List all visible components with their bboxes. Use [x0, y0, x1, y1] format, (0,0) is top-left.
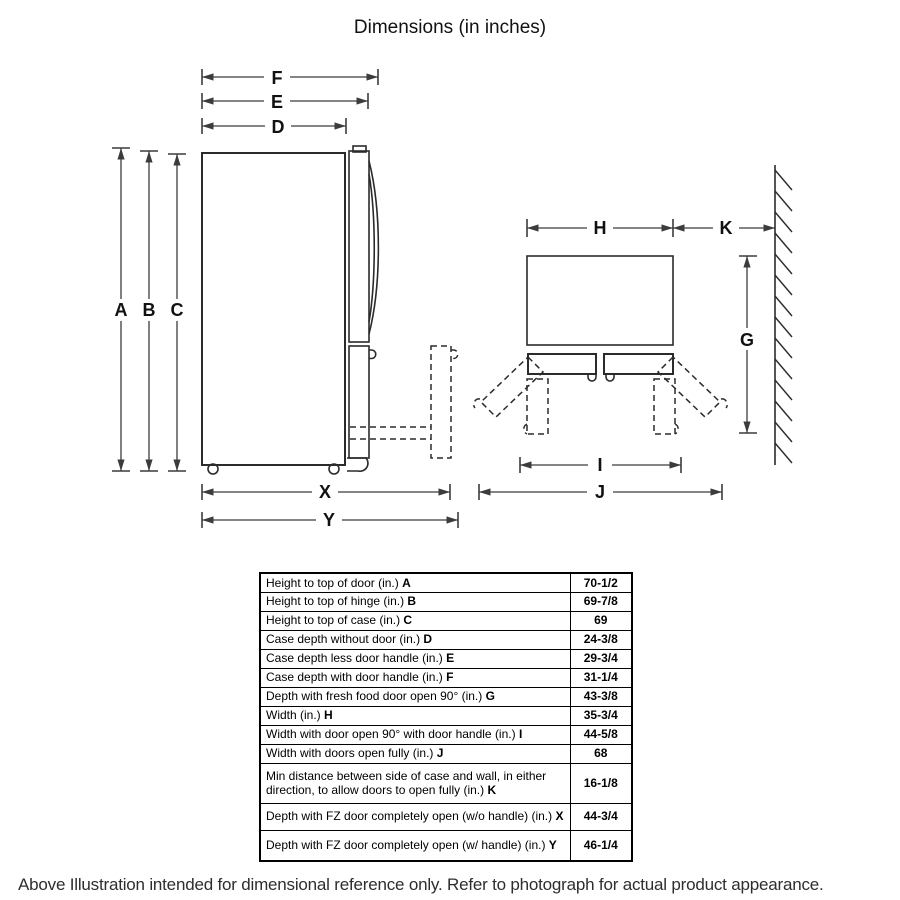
table-row — [260, 830, 632, 861]
dimension-value-cell: 69-7/8 — [570, 592, 632, 611]
dimension-label-cell: Case depth less door handle (in.) E — [260, 649, 570, 668]
dim-line-x — [202, 481, 450, 502]
dimension-label-cell: Height to top of door (in.) A — [260, 573, 570, 592]
dim-line-f — [202, 66, 378, 88]
table-row — [260, 803, 632, 830]
front-foot — [347, 458, 368, 471]
dim-line-a — [108, 148, 134, 471]
dimension-label-cell: Height to top of case (in.) C — [260, 611, 570, 630]
dimension-value-cell: 70-1/2 — [570, 573, 632, 592]
dim-line-g — [734, 256, 760, 433]
dimension-value-cell: 68 — [570, 744, 632, 763]
right-fully-open-handle-dashed — [721, 399, 727, 408]
top-view — [474, 165, 792, 502]
left-door-fully-open-dashed — [481, 357, 543, 417]
table-row — [260, 706, 632, 725]
dim-label-y: Y — [322, 510, 336, 530]
dim-label-a: A — [114, 300, 128, 320]
dimension-label-cell: Min distance between side of case and wall, in either direction, to allow doors to open fully (in.) K — [260, 763, 570, 803]
right-door-fully-open-dashed — [658, 357, 720, 417]
freezer-open-handle-dashed — [451, 350, 458, 359]
right-door-handle — [606, 374, 614, 381]
dimension-value-cell: 69 — [570, 611, 632, 630]
table-row — [260, 763, 632, 803]
dim-label-g: G — [739, 330, 755, 350]
dim-line-j — [479, 481, 722, 502]
left-door-handle — [588, 374, 596, 381]
dimension-value-cell: 44-5/8 — [570, 725, 632, 744]
dimension-value-cell: 31-1/4 — [570, 668, 632, 687]
fridge-case-top — [527, 256, 673, 345]
left-door-open-90-dashed — [527, 379, 548, 434]
left-door-closed — [528, 354, 596, 374]
table-row — [260, 630, 632, 649]
freezer-handle — [369, 350, 376, 359]
dimension-value-cell: 46-1/4 — [570, 830, 632, 861]
dimensions-table — [259, 572, 633, 862]
dim-label-e: E — [270, 92, 284, 112]
left-fully-open-handle-dashed — [474, 399, 480, 408]
fresh-food-door-side — [349, 151, 369, 342]
table-row — [260, 611, 632, 630]
dimension-label-cell: Width (in.) H — [260, 706, 570, 725]
dim-label-k: K — [719, 218, 733, 238]
dim-label-d: D — [271, 117, 285, 137]
dim-label-f: F — [271, 68, 283, 88]
table-row — [260, 649, 632, 668]
dim-label-c: C — [170, 300, 184, 320]
dimension-label-cell: Depth with FZ door completely open (w/o handle) (in.) X — [260, 803, 570, 830]
dimension-label-cell: Width with doors open fully (in.) J — [260, 744, 570, 763]
table-row — [260, 744, 632, 763]
side-view — [108, 66, 458, 530]
dimension-value-cell: 35-3/4 — [570, 706, 632, 725]
dim-line-k — [673, 217, 775, 238]
dimensions-table-body — [260, 573, 632, 861]
table-row — [260, 687, 632, 706]
dimension-value-cell: 43-3/8 — [570, 687, 632, 706]
dimension-value-cell: 16-1/8 — [570, 763, 632, 803]
dimension-label-cell: Depth with FZ door completely open (w/ handle) (in.) Y — [260, 830, 570, 861]
dimension-label-cell: Case depth without door (in.) D — [260, 630, 570, 649]
dim-label-j: J — [594, 482, 606, 502]
freezer-drawer-front — [349, 346, 369, 458]
dimension-label-cell: Depth with fresh food door open 90° (in.) G — [260, 687, 570, 706]
dim-line-e — [202, 90, 368, 112]
freezer-door-open-dashed — [431, 346, 451, 458]
dim-label-b: B — [142, 300, 156, 320]
page-title: Dimensions (in inches) — [353, 17, 547, 38]
dim-line-d — [202, 115, 346, 137]
table-row — [260, 725, 632, 744]
dim-line-h — [527, 217, 673, 238]
dim-line-c — [164, 154, 190, 471]
dimension-label-cell: Height to top of hinge (in.) B — [260, 592, 570, 611]
dim-label-h: H — [593, 218, 607, 238]
wall — [775, 165, 792, 465]
right-door-open-90-dashed — [654, 379, 675, 434]
dim-label-x: X — [318, 482, 332, 502]
dim-line-b — [136, 151, 162, 471]
footer-note: Above Illustration intended for dimensional reference only. Refer to photograph for actual product appearance. — [18, 875, 824, 894]
fridge-case-side — [202, 153, 345, 465]
dimension-value-cell: 29-3/4 — [570, 649, 632, 668]
table-row — [260, 573, 632, 592]
dimension-label-cell: Width with door open 90° with door handle (in.) I — [260, 725, 570, 744]
dimension-label-cell: Case depth with door handle (in.) F — [260, 668, 570, 687]
dim-line-i — [520, 454, 681, 475]
right-door-closed — [604, 354, 673, 374]
table-row — [260, 592, 632, 611]
dim-label-i: I — [597, 455, 603, 475]
dimension-value-cell: 44-3/4 — [570, 803, 632, 830]
table-row — [260, 668, 632, 687]
dim-line-y — [202, 509, 458, 530]
dimension-value-cell: 24-3/8 — [570, 630, 632, 649]
